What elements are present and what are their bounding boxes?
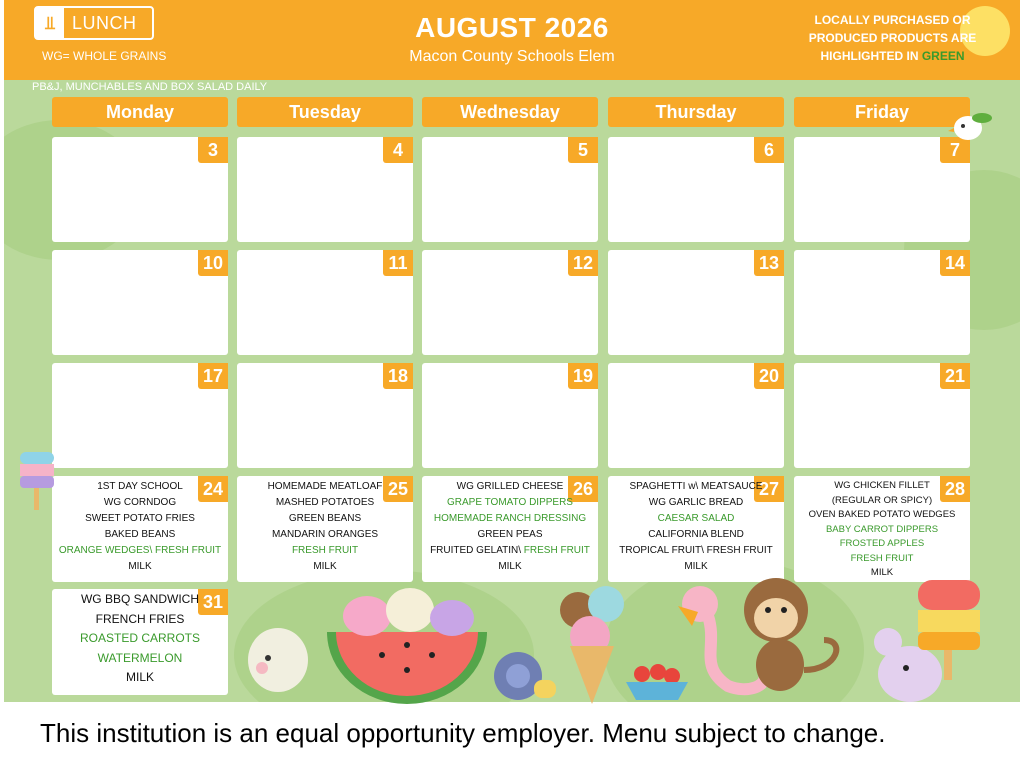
menu-item [52, 610, 228, 630]
day-number: 4 [383, 137, 413, 163]
menu-item [422, 495, 598, 511]
menu-item [52, 629, 228, 649]
calendar-day-cell [52, 589, 228, 695]
menu-item [237, 479, 413, 495]
local-products-note [790, 11, 995, 65]
menu-item-text: SPAGHETTI w\ MEATSAUCE [629, 481, 763, 492]
calendar-day-cell [52, 250, 228, 355]
menu-item-text: ROASTED CARROTS [79, 631, 200, 645]
menu-item-text: HOMEMADE MEATLOAF [267, 481, 383, 492]
menu-item [794, 552, 970, 567]
menu-item [422, 511, 598, 527]
menu-item-text: MANDARIN ORANGES [271, 529, 379, 540]
menu-item-text: WG CORNDOG [103, 497, 177, 508]
menu-item-text: FRUITED GELATIN\ [430, 545, 524, 556]
local-note-line-3 [790, 47, 995, 65]
calendar-day-cell [422, 137, 598, 242]
menu-item-text: MILK [684, 561, 708, 572]
menu-item-text: FRESH FRUIT [291, 545, 359, 556]
weekday-header-friday: Friday [794, 97, 970, 127]
menu-item-list [422, 479, 598, 575]
weekday-header-thursday: Thursday [608, 97, 784, 127]
fork-icon: ⫫ [36, 8, 64, 38]
day-number: 28 [940, 476, 970, 502]
menu-item-text: (REGULAR OR SPICY) [831, 494, 933, 506]
menu-item [608, 543, 784, 559]
menu-item-text: GREEN PEAS [477, 529, 543, 540]
calendar-day-cell [237, 137, 413, 242]
calendar-day-cell [794, 250, 970, 355]
menu-item-text: MILK [125, 670, 154, 684]
calendar-day-cell [794, 363, 970, 468]
menu-item-text: 1ST DAY SCHOOL [97, 481, 183, 492]
day-number: 18 [383, 363, 413, 389]
menu-item [52, 543, 228, 559]
whole-grains-note: WG= WHOLE GRAINS [42, 49, 167, 63]
day-number: 12 [568, 250, 598, 276]
calendar-day-cell [422, 250, 598, 355]
menu-item-list [794, 479, 970, 581]
menu-item-text: FRENCH FRIES [95, 611, 185, 626]
menu-item [52, 479, 228, 495]
menu-item-text: BAKED BEANS [104, 529, 176, 540]
bird-illustration [240, 618, 320, 708]
popsicle-illustration [914, 576, 984, 696]
menu-item [794, 523, 970, 538]
local-note-line-3-text: HIGHLIGHTED IN [820, 49, 922, 63]
lunch-badge-label: LUNCH [72, 12, 137, 33]
calendar-day-cell [608, 476, 784, 582]
calendar-day-cell [422, 476, 598, 582]
menu-item [608, 495, 784, 511]
menu-item [52, 495, 228, 511]
day-number: 6 [754, 137, 784, 163]
menu-item [422, 527, 598, 543]
menu-item-text: WG BBQ SANDWICH [80, 592, 199, 606]
menu-item-text: TROPICAL FRUIT\ FRESH FRUIT [619, 545, 773, 556]
menu-item [794, 494, 970, 509]
monkey-illustration [728, 570, 858, 700]
menu-item [52, 649, 228, 669]
calendar-day-cell [608, 250, 784, 355]
day-number: 19 [568, 363, 598, 389]
day-number: 21 [940, 363, 970, 389]
menu-item-text: WG GRILLED CHEESE [456, 481, 564, 492]
calendar-day-cell [52, 476, 228, 582]
menu-item-text: GRAPE TOMATO DIPPERS [447, 497, 573, 508]
calendar-day-cell [237, 476, 413, 582]
menu-item-text: MASHED POTATOES [275, 497, 375, 508]
menu-item [422, 543, 598, 559]
menu-item [52, 511, 228, 527]
menu-item-text: SWEET POTATO FRIES [85, 513, 195, 524]
menu-item-text: FRESH FRUIT [850, 552, 914, 564]
menu-item-text: FROSTED APPLES [839, 538, 925, 549]
local-note-line-2: PRODUCED PRODUCTS ARE [808, 31, 977, 45]
menu-item-text: MILK [313, 561, 337, 572]
day-number: 11 [383, 250, 413, 276]
menu-item-local-text: FRESH FRUIT [523, 545, 590, 556]
menu-item [52, 559, 228, 575]
bird-illustration [948, 104, 996, 144]
menu-item [237, 495, 413, 511]
calendar-day-cell [237, 363, 413, 468]
menu-item-text: WG GARLIC BREAD [648, 497, 744, 508]
menu-item [237, 527, 413, 543]
weekday-header-tuesday: Tuesday [237, 97, 413, 127]
page-title: AUGUST 2026 [415, 12, 609, 43]
menu-item-text: MILK [870, 567, 894, 578]
menu-item-list [52, 590, 228, 688]
calendar-day-cell [52, 137, 228, 242]
menu-item [608, 511, 784, 527]
menu-item-list [52, 479, 228, 575]
menu-item [52, 590, 228, 610]
calendar-day-cell [52, 363, 228, 468]
calendar-day-cell [422, 363, 598, 468]
menu-item-text: OVEN BAKED POTATO WEDGES [808, 509, 956, 520]
snail-illustration [490, 640, 560, 704]
calendar-day-cell [794, 476, 970, 582]
local-note-line-1: LOCALLY PURCHASED OR [814, 13, 971, 27]
day-number: 31 [198, 589, 228, 615]
calendar-day-cell [608, 363, 784, 468]
menu-item [52, 668, 228, 688]
menu-item-text: MILK [498, 561, 522, 572]
day-number: 24 [198, 476, 228, 502]
day-number: 13 [754, 250, 784, 276]
local-note-green-word: GREEN [921, 49, 965, 63]
footer-disclaimer: This institution is an equal opportunity employer. Menu subject to change. [40, 718, 886, 748]
weekday-header-wednesday: Wednesday [422, 97, 598, 127]
menu-item [52, 527, 228, 543]
calendar-day-cell [794, 137, 970, 242]
menu-item [237, 511, 413, 527]
menu-item-list [608, 479, 784, 575]
day-number: 17 [198, 363, 228, 389]
popsicle-illustration [14, 446, 60, 516]
menu-item [237, 543, 413, 559]
day-number: 10 [198, 250, 228, 276]
menu-item-text: GREEN BEANS [288, 513, 362, 524]
menu-item [794, 479, 970, 494]
day-number: 26 [568, 476, 598, 502]
menu-item-text: WG CHICKEN FILLET [834, 480, 930, 491]
day-number: 27 [754, 476, 784, 502]
menu-item-text: ORANGE WEDGES\ FRESH FRUIT [58, 545, 222, 556]
menu-item-text: BABY CARROT DIPPERS [825, 523, 939, 535]
calendar-day-cell [237, 250, 413, 355]
day-number: 3 [198, 137, 228, 163]
menu-item-text: CAESAR SALAD [657, 513, 735, 524]
menu-item [794, 537, 970, 552]
day-number: 7 [940, 137, 970, 163]
menu-item [422, 479, 598, 495]
menu-item [794, 508, 970, 523]
menu-item [608, 527, 784, 543]
menu-item [608, 479, 784, 495]
page-subtitle: Macon County Schools Elem [409, 48, 615, 65]
day-number: 20 [754, 363, 784, 389]
menu-item-text: HOMEMADE RANCH DRESSING [433, 513, 587, 524]
menu-item-text: WATERMELON [97, 650, 183, 665]
day-number: 5 [568, 137, 598, 163]
day-number: 25 [383, 476, 413, 502]
weekday-header-monday: Monday [52, 97, 228, 127]
menu-item-list [237, 479, 413, 575]
menu-item-text: MILK [128, 561, 152, 572]
calendar-day-cell [608, 137, 784, 242]
day-number: 14 [940, 250, 970, 276]
daily-options-note: PB&J, MUNCHABLES AND BOX SALAD DAILY [32, 81, 268, 93]
menu-item-text: CALIFORNIA BLEND [648, 529, 744, 540]
watermelon-illustration [322, 570, 492, 710]
